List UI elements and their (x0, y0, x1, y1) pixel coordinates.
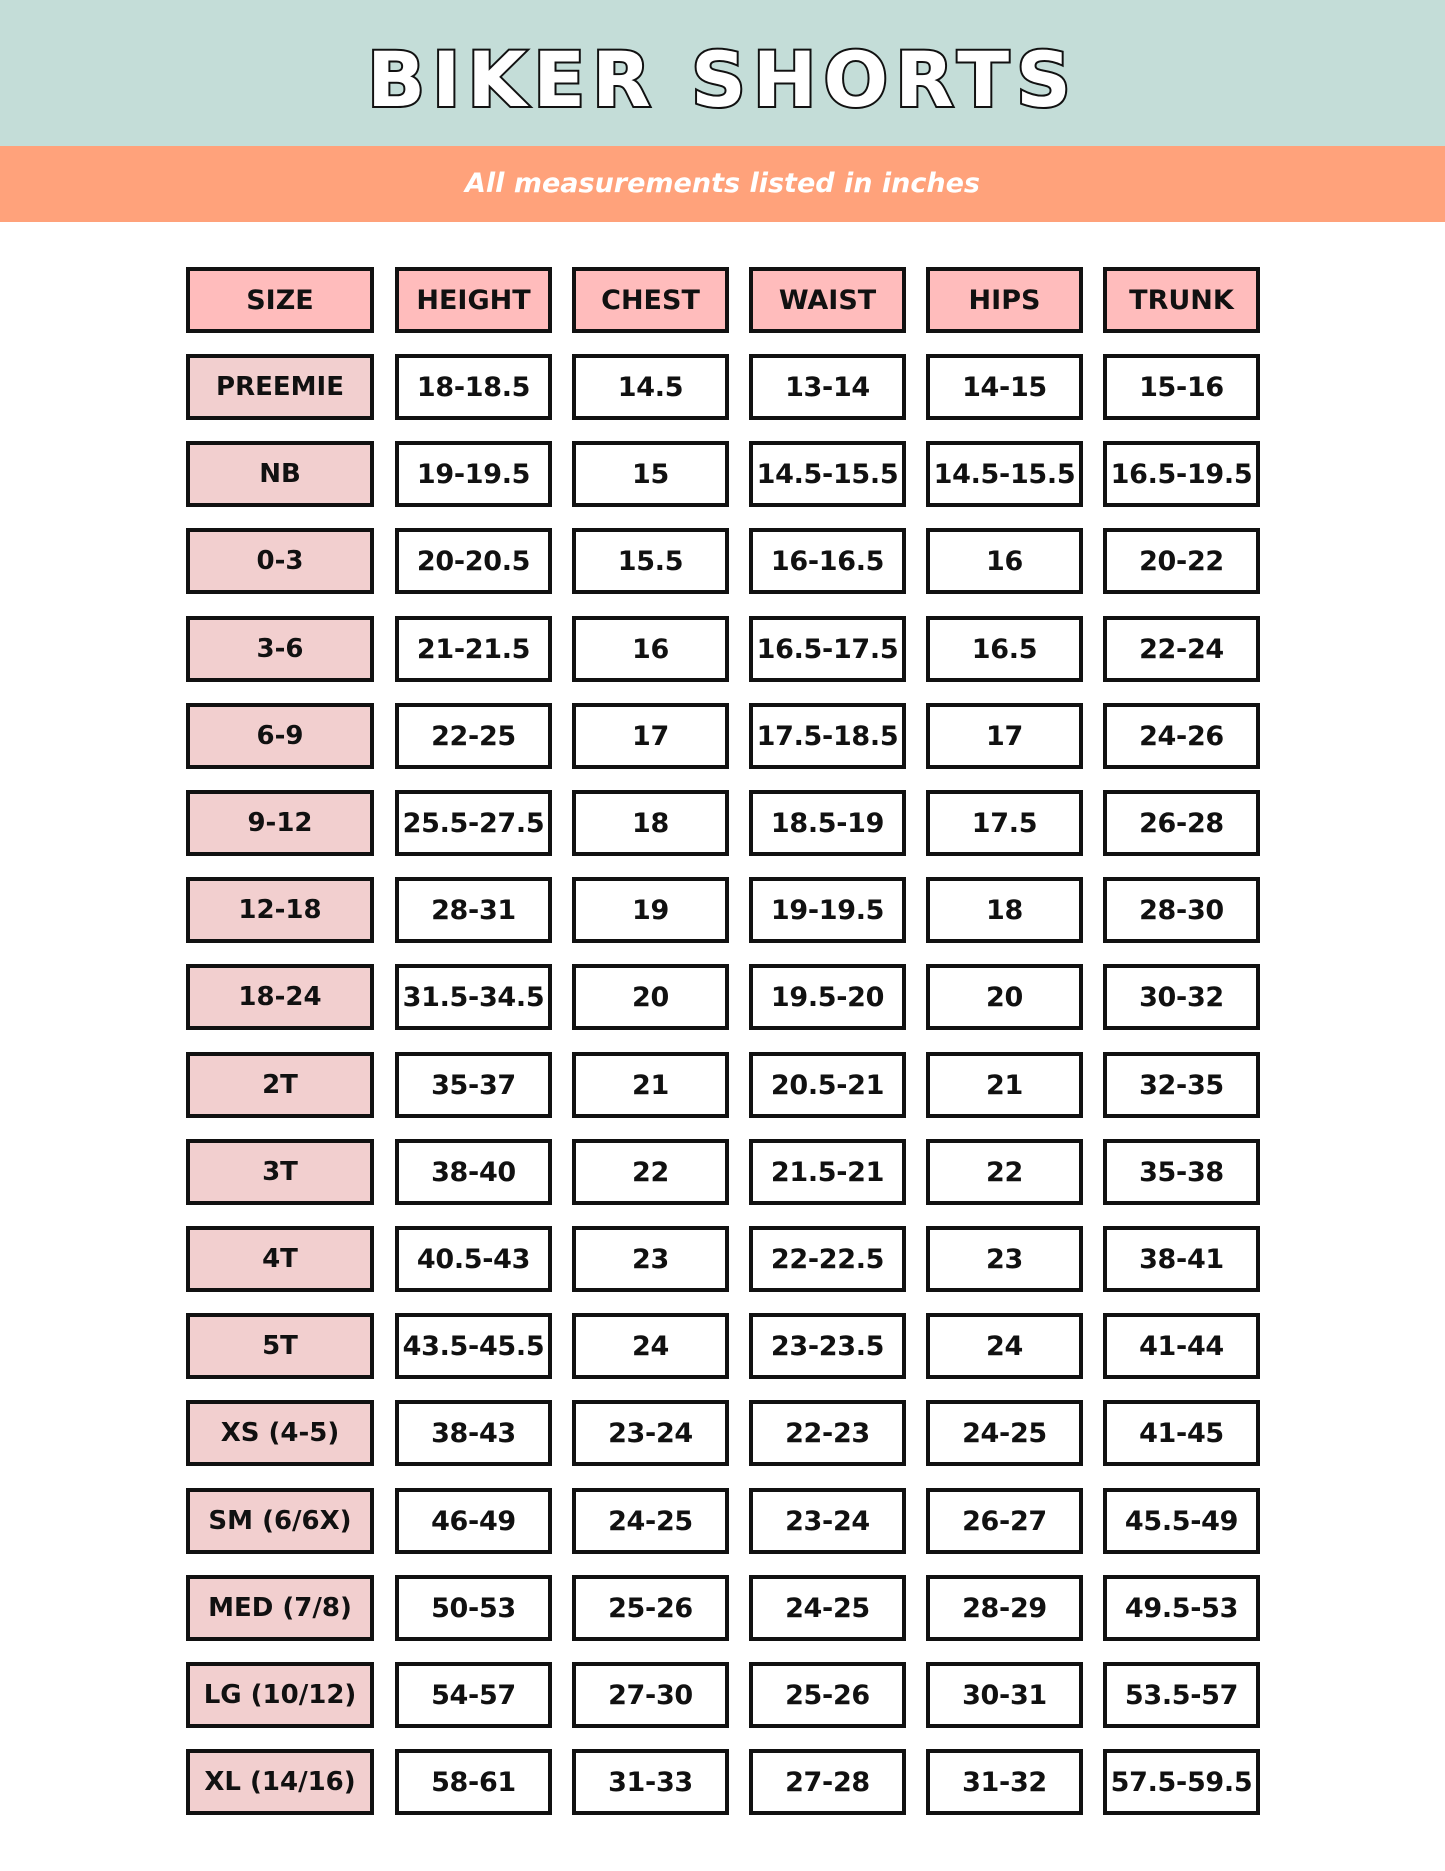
chest-value-cell: 23 (572, 1226, 729, 1292)
size-label-cell: XL (14/16) (186, 1749, 374, 1815)
waist-value-cell: 27-28 (749, 1749, 906, 1815)
column-header-hips: HIPS (926, 267, 1083, 333)
height-value-cell: 50-53 (395, 1575, 552, 1641)
column-header-waist: WAIST (749, 267, 906, 333)
chest-value-cell: 14.5 (572, 354, 729, 420)
height-value-cell: 38-43 (395, 1400, 552, 1466)
hips-value-cell: 30-31 (926, 1662, 1083, 1728)
trunk-value-cell: 57.5-59.5 (1103, 1749, 1260, 1815)
waist-value-cell: 23-23.5 (749, 1313, 906, 1379)
height-value-cell: 58-61 (395, 1749, 552, 1815)
height-value-cell: 21-21.5 (395, 616, 552, 682)
chest-value-cell: 24 (572, 1313, 729, 1379)
size-label-cell: 6-9 (186, 703, 374, 769)
waist-value-cell: 16.5-17.5 (749, 616, 906, 682)
chest-value-cell: 22 (572, 1139, 729, 1205)
waist-value-cell: 22-22.5 (749, 1226, 906, 1292)
waist-value-cell: 18.5-19 (749, 790, 906, 856)
hips-value-cell: 24 (926, 1313, 1083, 1379)
size-label-cell: PREEMIE (186, 354, 374, 420)
size-label-cell: 3T (186, 1139, 374, 1205)
column-header-chest: CHEST (572, 267, 729, 333)
hips-value-cell: 20 (926, 964, 1083, 1030)
waist-value-cell: 24-25 (749, 1575, 906, 1641)
chest-value-cell: 23-24 (572, 1400, 729, 1466)
size-label-cell: NB (186, 441, 374, 507)
chest-value-cell: 25-26 (572, 1575, 729, 1641)
waist-value-cell: 19.5-20 (749, 964, 906, 1030)
chest-value-cell: 16 (572, 616, 729, 682)
chest-value-cell: 20 (572, 964, 729, 1030)
chest-value-cell: 15.5 (572, 528, 729, 594)
size-label-cell: XS (4-5) (186, 1400, 374, 1466)
size-label-cell: MED (7/8) (186, 1575, 374, 1641)
hips-value-cell: 26-27 (926, 1488, 1083, 1554)
trunk-value-cell: 26-28 (1103, 790, 1260, 856)
waist-value-cell: 14.5-15.5 (749, 441, 906, 507)
hips-value-cell: 14.5-15.5 (926, 441, 1083, 507)
trunk-value-cell: 20-22 (1103, 528, 1260, 594)
height-value-cell: 19-19.5 (395, 441, 552, 507)
column-header-height: HEIGHT (395, 267, 552, 333)
column-header-trunk: TRUNK (1103, 267, 1260, 333)
waist-value-cell: 19-19.5 (749, 877, 906, 943)
height-value-cell: 31.5-34.5 (395, 964, 552, 1030)
trunk-value-cell: 35-38 (1103, 1139, 1260, 1205)
height-value-cell: 46-49 (395, 1488, 552, 1554)
trunk-value-cell: 53.5-57 (1103, 1662, 1260, 1728)
hips-value-cell: 21 (926, 1052, 1083, 1118)
size-label-cell: 18-24 (186, 964, 374, 1030)
hips-value-cell: 14-15 (926, 354, 1083, 420)
waist-value-cell: 23-24 (749, 1488, 906, 1554)
chest-value-cell: 27-30 (572, 1662, 729, 1728)
trunk-value-cell: 28-30 (1103, 877, 1260, 943)
size-label-cell: 2T (186, 1052, 374, 1118)
chest-value-cell: 31-33 (572, 1749, 729, 1815)
size-label-cell: 12-18 (186, 877, 374, 943)
chest-value-cell: 21 (572, 1052, 729, 1118)
height-value-cell: 38-40 (395, 1139, 552, 1205)
hips-value-cell: 22 (926, 1139, 1083, 1205)
hips-value-cell: 18 (926, 877, 1083, 943)
height-value-cell: 54-57 (395, 1662, 552, 1728)
trunk-value-cell: 41-44 (1103, 1313, 1260, 1379)
chest-value-cell: 15 (572, 441, 729, 507)
hips-value-cell: 23 (926, 1226, 1083, 1292)
chest-value-cell: 18 (572, 790, 729, 856)
height-value-cell: 25.5-27.5 (395, 790, 552, 856)
chest-value-cell: 19 (572, 877, 729, 943)
trunk-value-cell: 24-26 (1103, 703, 1260, 769)
height-value-cell: 18-18.5 (395, 354, 552, 420)
size-label-cell: 4T (186, 1226, 374, 1292)
size-label-cell: 0-3 (186, 528, 374, 594)
hips-value-cell: 28-29 (926, 1575, 1083, 1641)
height-value-cell: 20-20.5 (395, 528, 552, 594)
waist-value-cell: 25-26 (749, 1662, 906, 1728)
trunk-value-cell: 38-41 (1103, 1226, 1260, 1292)
hips-value-cell: 16.5 (926, 616, 1083, 682)
size-label-cell: 5T (186, 1313, 374, 1379)
height-value-cell: 28-31 (395, 877, 552, 943)
waist-value-cell: 16-16.5 (749, 528, 906, 594)
height-value-cell: 22-25 (395, 703, 552, 769)
column-header-size: SIZE (186, 267, 374, 333)
height-value-cell: 35-37 (395, 1052, 552, 1118)
page-title: BIKER SHORTS (367, 35, 1078, 124)
waist-value-cell: 20.5-21 (749, 1052, 906, 1118)
hips-value-cell: 16 (926, 528, 1083, 594)
page-subtitle: All measurements listed in inches (465, 168, 980, 199)
trunk-value-cell: 32-35 (1103, 1052, 1260, 1118)
hips-value-cell: 31-32 (926, 1749, 1083, 1815)
waist-value-cell: 13-14 (749, 354, 906, 420)
waist-value-cell: 17.5-18.5 (749, 703, 906, 769)
waist-value-cell: 22-23 (749, 1400, 906, 1466)
trunk-value-cell: 41-45 (1103, 1400, 1260, 1466)
height-value-cell: 40.5-43 (395, 1226, 552, 1292)
size-label-cell: SM (6/6X) (186, 1488, 374, 1554)
waist-value-cell: 21.5-21 (749, 1139, 906, 1205)
size-label-cell: LG (10/12) (186, 1662, 374, 1728)
hips-value-cell: 24-25 (926, 1400, 1083, 1466)
hips-value-cell: 17 (926, 703, 1083, 769)
chest-value-cell: 24-25 (572, 1488, 729, 1554)
height-value-cell: 43.5-45.5 (395, 1313, 552, 1379)
trunk-value-cell: 49.5-53 (1103, 1575, 1260, 1641)
size-label-cell: 9-12 (186, 790, 374, 856)
size-label-cell: 3-6 (186, 616, 374, 682)
trunk-value-cell: 22-24 (1103, 616, 1260, 682)
hips-value-cell: 17.5 (926, 790, 1083, 856)
trunk-value-cell: 15-16 (1103, 354, 1260, 420)
trunk-value-cell: 16.5-19.5 (1103, 441, 1260, 507)
trunk-value-cell: 45.5-49 (1103, 1488, 1260, 1554)
chest-value-cell: 17 (572, 703, 729, 769)
trunk-value-cell: 30-32 (1103, 964, 1260, 1030)
